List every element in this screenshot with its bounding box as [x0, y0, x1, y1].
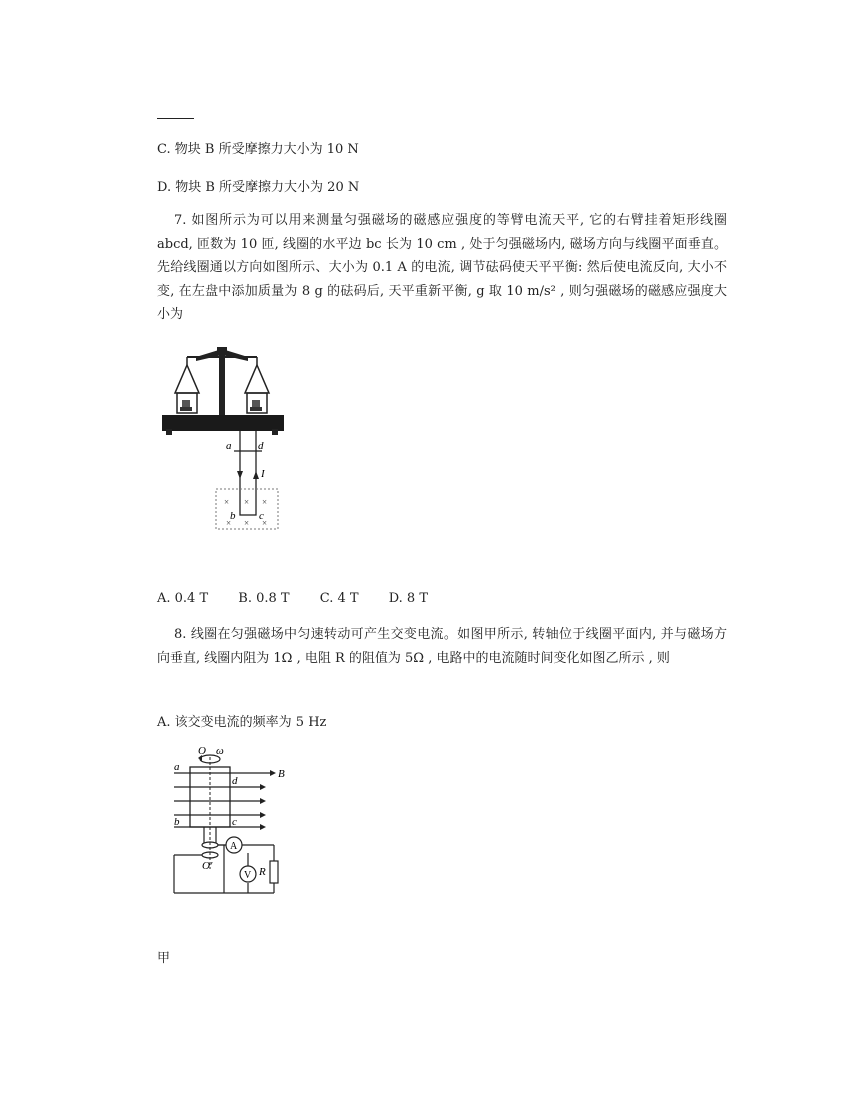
label-field-b: B: [278, 768, 285, 780]
answer-blank-line: [157, 118, 194, 119]
q7-option-a: A. 0.4 T: [157, 591, 209, 606]
balance-base: [162, 415, 284, 431]
generator-circuit-figure: [168, 743, 288, 895]
q7-option-d: D. 8 T: [388, 591, 428, 606]
resistor-r: [270, 861, 278, 883]
svg-text:×: ×: [262, 518, 268, 528]
current-balance-figure: [160, 343, 295, 533]
label-b: b: [230, 510, 236, 522]
label-o-prime: O′: [202, 860, 213, 872]
label-resistor-r: R: [259, 866, 266, 878]
ammeter-label: A: [230, 841, 238, 852]
label-coil-c: c: [232, 816, 237, 828]
q6-option-c: C. 物块 B 所受摩擦力大小为 10 N: [157, 142, 359, 157]
q7-options: [157, 591, 454, 606]
label-o: O: [198, 745, 206, 757]
svg-text:×: ×: [244, 518, 250, 528]
magnetic-field-lines: [174, 773, 270, 827]
current-arrow-up: [253, 471, 259, 479]
current-arrow-down: [237, 471, 243, 479]
svg-text:×: ×: [226, 518, 232, 528]
q8-option-a: A. 该交变电流的频率为 5 Hz: [157, 715, 327, 730]
label-coil-a: a: [174, 761, 180, 773]
label-a: a: [226, 440, 232, 452]
label-omega: ω: [216, 745, 224, 757]
figure-caption-jia: 甲: [157, 951, 171, 966]
svg-text:×: ×: [244, 497, 250, 507]
svg-text:×: ×: [262, 497, 268, 507]
q8-question-text: 8. 线圈在匀强磁场中匀速转动可产生交变电流。如图甲所示, 转轴位于线圈平面内, 并与磁场方向垂直, 线圈内阻为 1Ω , 电阻 R 的阻值为 5Ω , 电路中的电流随时间变化如图乙所示 , 则: [157, 627, 727, 666]
label-coil-b: b: [174, 816, 180, 828]
label-d: d: [258, 440, 264, 452]
svg-text:×: ×: [224, 497, 230, 507]
q7-question-text: 7. 如图所示为可以用来测量匀强磁场的磁感应强度的等臂电流天平, 它的右臂挂着矩形线圈 abcd, 匝数为 10 匝, 线圈的水平边 bc 长为 10 cm , 处于匀强磁场内, 磁场方向与线圈平面垂直。先给线圈通以方向如图所示、大小为 0.1 A 的电流, 调节砝码使天平平衡: 然后使电流反向, 大小不变, 在左盘中添加质量为 8 g 的砝码后, 天平重新平衡, g 取 10 m/s² , 则匀强磁场的磁感应强度大小为: [157, 213, 727, 322]
label-coil-d: d: [232, 775, 238, 787]
q6-option-d: D. 物块 B 所受摩擦力大小为 20 N: [157, 180, 360, 195]
label-current-i: I: [261, 468, 265, 480]
balance-post: [219, 353, 225, 415]
q7-option-c: C. 4 T: [319, 591, 359, 606]
right-pan: [245, 357, 269, 413]
label-c: c: [259, 510, 264, 522]
left-pan: [175, 357, 199, 413]
voltmeter-label: V: [244, 870, 252, 881]
q7-option-b: B. 0.8 T: [238, 591, 290, 606]
